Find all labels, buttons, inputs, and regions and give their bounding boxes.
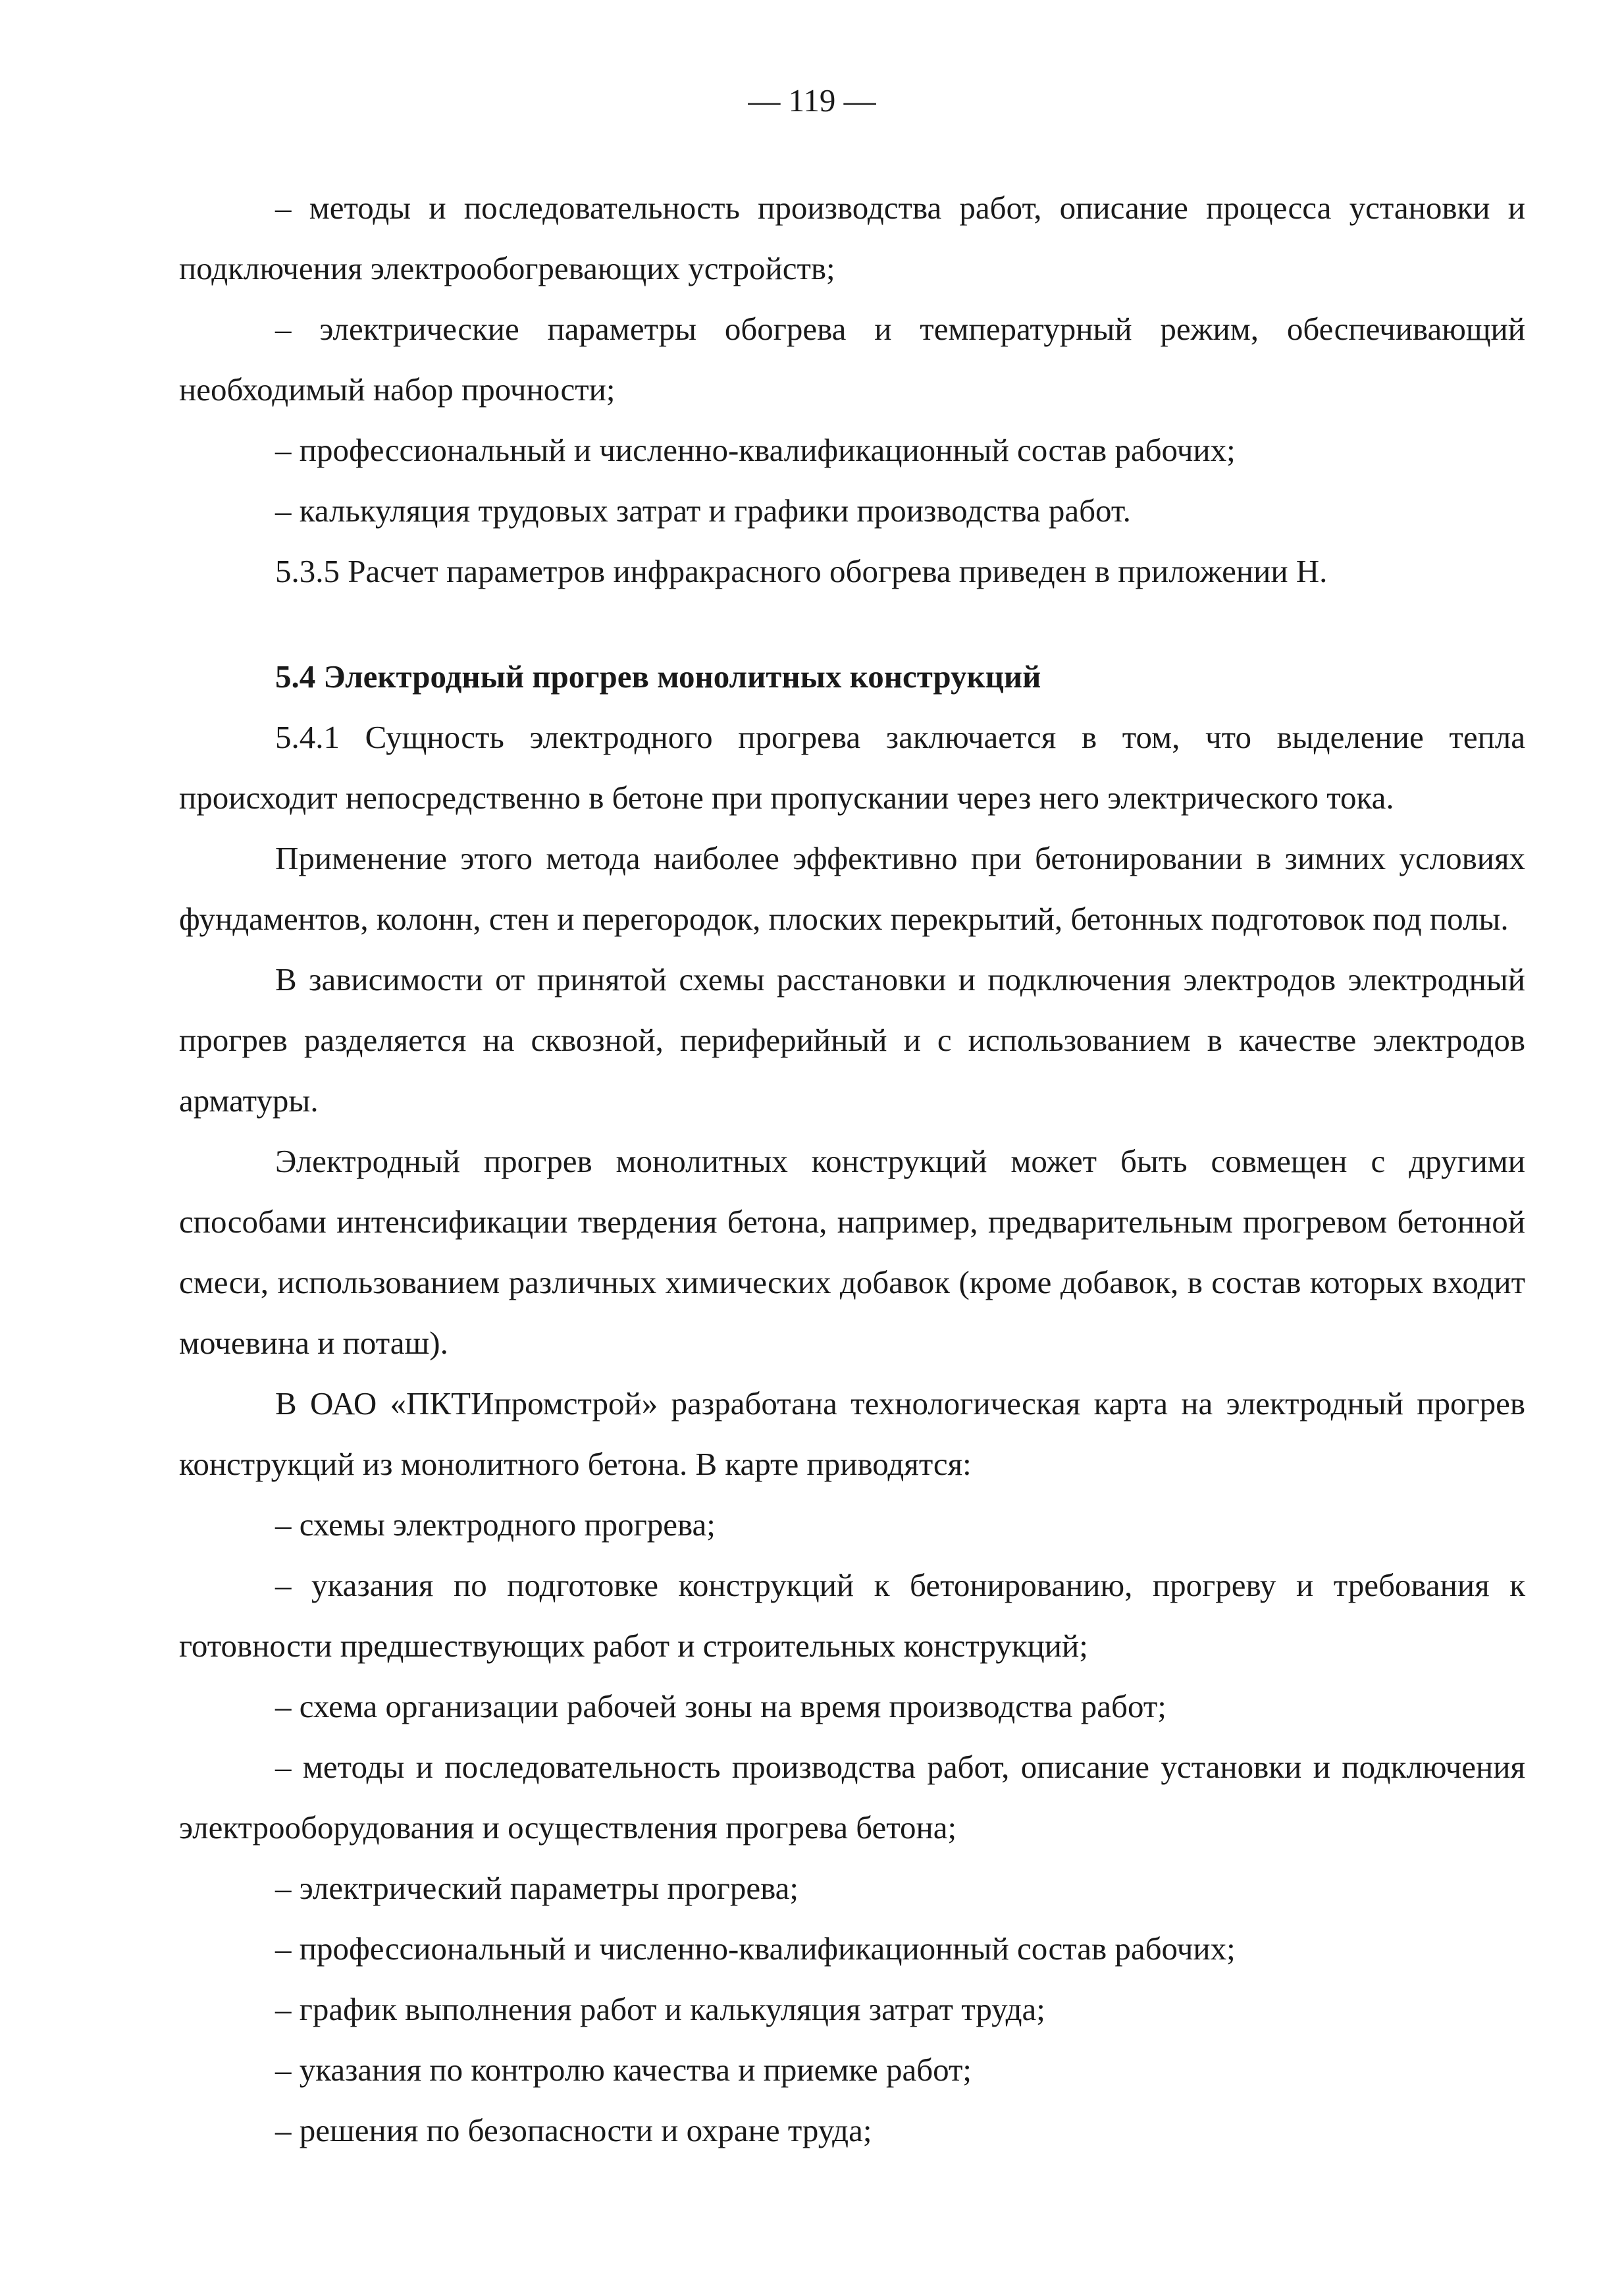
paragraph-heating-types: В зависимости от принятой схемы расстановки и подключения электродов электродный прогрев разделяется на сквозной, периферийный и с использованием в качестве электродов арматуры.: [179, 961, 1525, 1119]
list-item-quality-control: – указания по контролю качества и приемке работ;: [275, 2052, 972, 2088]
list-item-schemes: – схемы электродного прогрева;: [275, 1506, 716, 1543]
paragraph-5-3-5: 5.3.5 Расчет параметров инфракрасного обогрева приведен в приложении Н.: [275, 553, 1328, 589]
list-item-workforce-composition: – профессиональный и численно-квалификационный состав рабочих;: [275, 1930, 1236, 1967]
list-item-electrical-parameters: – электрические параметры обогрева и температурный режим, обеспечивающий необходимый набор прочности;: [179, 311, 1525, 408]
page-content: [179, 178, 1525, 2161]
paragraph-tech-card: В ОАО «ПКТИпромстрой» разработана технологическая карта на электродный прогрев конструкций из монолитного бетона. В карте приводятся:: [179, 1385, 1525, 1482]
page-number: — 119 —: [748, 82, 876, 119]
list-item-methods-sequence: – методы и последовательность производства работ, описание установки и подключения электрооборудования и осуществления прогрева бетона;: [179, 1749, 1525, 1846]
list-item-safety: – решения по безопасности и охране труда;: [275, 2112, 872, 2148]
section-heading-5-4: 5.4 Электродный прогрев монолитных конструкций: [275, 658, 1041, 695]
list-item-workforce: – профессиональный и численно-квалификационный состав рабочих;: [275, 432, 1236, 468]
list-item-methods: – методы и последовательность производства работ, описание процесса установки и подключения электрообогревающих устройств;: [179, 190, 1525, 286]
paragraph-5-4-1: 5.4.1 Сущность электродного прогрева заключается в том, что выделение тепла происходит непосредственно в бетоне при пропускании через него электрического тока.: [179, 719, 1525, 816]
list-item-costing: – калькуляция трудовых затрат и графики производства работ.: [275, 492, 1131, 529]
list-item-electrical-params: – электрический параметры прогрева;: [275, 1870, 799, 1906]
list-item-work-zone: – схема организации рабочей зоны на время производства работ;: [275, 1688, 1166, 1724]
paragraph-combination: Электродный прогрев монолитных конструкций может быть совмещен с другими способами интенсификации твердения бетона, например, предварительным прогревом бетонной смеси, использованием различных химических добавок (кроме добавок, в состав которых входит мочевина и поташ).: [179, 1143, 1525, 1361]
list-item-preparation: – указания по подготовке конструкций к бетонированию, прогреву и требования к готовности предшествующих работ и строительных конструкций;: [179, 1567, 1525, 1664]
paragraph-application: Применение этого метода наиболее эффективно при бетонировании в зимних условиях фундаментов, колонн, стен и перегородок, плоских перекрытий, бетонных подготовок под полы.: [179, 840, 1525, 937]
list-item-schedule: – график выполнения работ и калькуляция затрат труда;: [275, 1991, 1045, 2027]
